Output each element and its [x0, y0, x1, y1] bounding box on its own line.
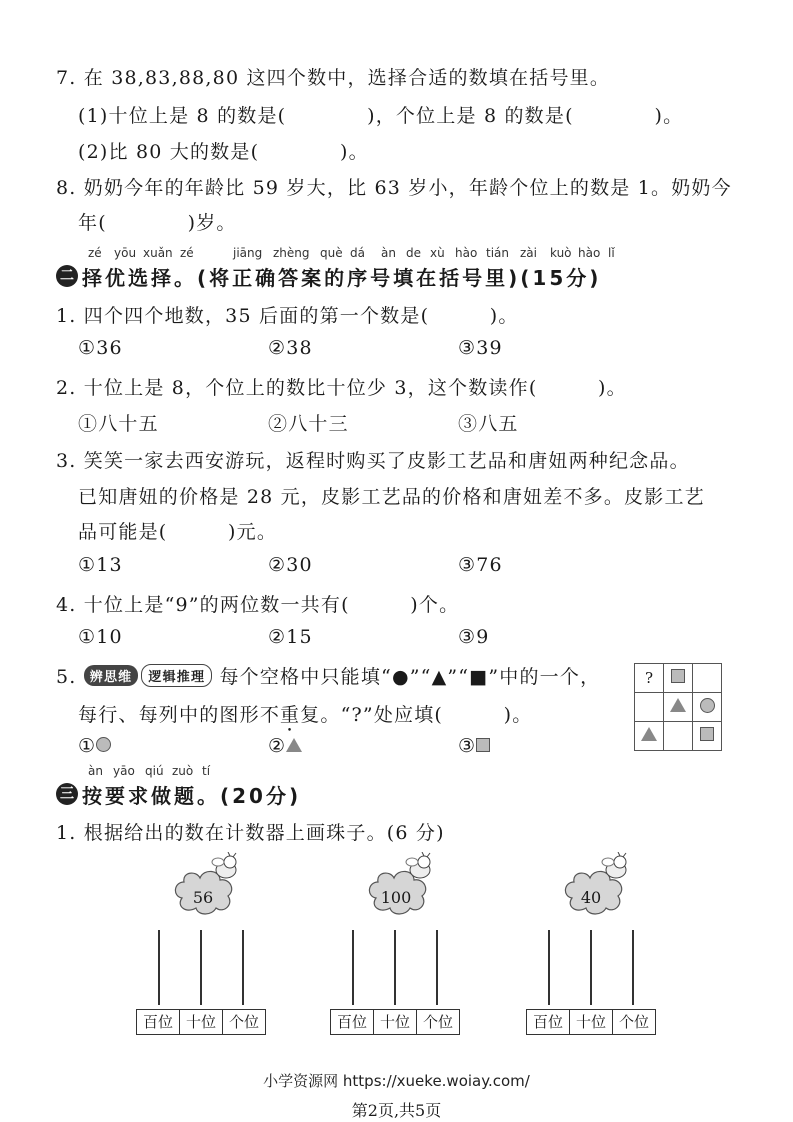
shape-puzzle-grid: [634, 663, 722, 751]
s2q3-option-2: ②30: [268, 554, 313, 576]
s2q4-option-1: ①10: [78, 626, 123, 648]
pinyin: dá: [350, 246, 365, 260]
abacus-number-label: 56: [192, 888, 214, 907]
s2q5-option-3: [458, 735, 490, 757]
abacus-counter: [526, 930, 656, 1035]
s2q4-option-3: ③9: [458, 626, 490, 648]
section2-title: 择优选择。(将正确答案的序号填在括号里)(15分): [82, 266, 602, 290]
q8-line1: 8. 奶奶今年的年龄比 59 岁大，比 63 岁小，年龄个位上的数是 1。奶奶今: [56, 177, 732, 199]
s2q1-option-1: ①36: [78, 337, 123, 359]
grid-cell: [693, 693, 722, 722]
abacus-rod: [436, 930, 438, 1005]
pinyin: zài: [520, 246, 537, 260]
s2q3-option-3: ③76: [458, 554, 503, 576]
s3q1-text: 1. 根据给出的数在计数器上画珠子。(6 分): [56, 822, 445, 844]
pinyin: zé: [180, 246, 194, 260]
triangle-shape-icon: [286, 738, 302, 752]
place-label-tens: 十位: [374, 1010, 417, 1034]
s2q5-option-1: [78, 735, 111, 757]
abacus-rod: [394, 930, 396, 1005]
abacus-rod: [590, 930, 592, 1005]
grid-cell: [664, 693, 693, 722]
abacus-rod: [242, 930, 244, 1005]
pinyin: tí: [202, 764, 211, 778]
section3-number-badge: 三: [56, 783, 78, 805]
place-label-tens: 十位: [180, 1010, 223, 1034]
s2q5-option-2: [268, 735, 302, 757]
abacus-place-labels: [330, 1009, 460, 1035]
pinyin: àn: [381, 246, 396, 260]
circle-shape-icon: [700, 698, 715, 713]
place-label-ones: 个位: [422, 1013, 453, 1031]
abacus-counter: [136, 930, 266, 1035]
pinyin: xù: [430, 246, 445, 260]
pinyin: yōu: [114, 246, 137, 260]
place-label-ones: 个位: [618, 1013, 649, 1031]
grid-cell: [635, 722, 664, 751]
place-label-hundreds: 百位: [137, 1010, 180, 1034]
s2q2-text: 2. 十位上是 8，个位上的数比十位少 3，这个数读作( )。: [56, 377, 627, 399]
s2q3-line2: 已知唐妞的价格是 28 元，皮影工艺品的价格和唐妞差不多。皮影工艺: [78, 486, 705, 508]
square-shape-icon: [700, 727, 714, 741]
abacus-number-label: 100: [380, 888, 412, 907]
pinyin: yāo: [113, 764, 135, 778]
q7-line3: (2)比 80 大的数是( )。: [78, 141, 369, 163]
abacus-counter: [330, 930, 460, 1035]
grid-cell: [635, 693, 664, 722]
abacus-rod: [352, 930, 354, 1005]
pinyin: hào: [455, 246, 478, 260]
pinyin: zé: [88, 246, 102, 260]
s2q5-line2-b: 。“?”处应填( )。: [320, 704, 533, 726]
abacus-rod: [200, 930, 202, 1005]
pinyin: tián: [486, 246, 509, 260]
s2q4-option-2: ②15: [268, 626, 313, 648]
triangle-shape-icon: [641, 727, 657, 741]
pinyin: zhèng: [273, 246, 310, 260]
pinyin: jiāng: [233, 246, 263, 260]
square-shape-icon: [476, 738, 490, 752]
emphasis-dotted-text: 不重复: [259, 704, 321, 726]
s2q5-line2: [78, 700, 532, 727]
tag-luo-ji-tui-li: 逻辑推理: [141, 664, 212, 687]
abacus-place-labels: [526, 1009, 656, 1035]
pinyin: zuò: [172, 764, 194, 778]
s2q1-option-2: ②38: [268, 337, 313, 359]
option-label: ③: [458, 735, 477, 757]
place-label-tens: 十位: [570, 1010, 613, 1034]
tag-bian-si-wei: 辨思维: [84, 665, 139, 686]
s2q5-line2-a: 每行、每列中的图形: [78, 704, 260, 726]
s2q5-line1-text: 每个空格中只能填“●”“▲”“■”中的一个，: [219, 666, 601, 688]
pinyin: kuò: [550, 246, 572, 260]
pinyin: àn: [88, 764, 103, 778]
circle-shape-icon: [96, 737, 111, 752]
place-label-hundreds: 百位: [331, 1010, 374, 1034]
grid-cell: [664, 722, 693, 751]
abacus-rod: [158, 930, 160, 1005]
s2q5-line1: [56, 662, 600, 689]
abacus-rod: [632, 930, 634, 1005]
q8-line2: 年( )岁。: [78, 212, 237, 234]
grid-cell: [693, 722, 722, 751]
q7-line1: 7. 在 38,83,88,80 这四个数中，选择合适的数填在括号里。: [56, 67, 611, 89]
s2q1-option-3: ③39: [458, 337, 503, 359]
pinyin: qiú: [145, 764, 164, 778]
grid-cell: [693, 664, 722, 693]
triangle-shape-icon: [670, 698, 686, 712]
pinyin: de: [406, 246, 421, 260]
pinyin: què: [320, 246, 343, 260]
option-label: ②: [268, 735, 287, 757]
s2q2-option-2: ②八十三: [268, 413, 349, 435]
section3-title: 按要求做题。(20分): [82, 784, 302, 808]
pinyin: lǐ: [608, 246, 615, 260]
abacus-place-labels: [136, 1009, 266, 1035]
grid-cell-question: ?: [635, 664, 664, 693]
place-label-ones: 个位: [228, 1013, 259, 1031]
s2q2-option-1: ①八十五: [78, 413, 159, 435]
pinyin: xuǎn: [143, 246, 173, 260]
s2q2-option-3: ③八五: [458, 413, 519, 435]
grid-cell: [664, 664, 693, 693]
q7-line2: (1)十位上是 8 的数是( )，个位上是 8 的数是( )。: [78, 105, 684, 127]
pinyin: hào: [578, 246, 601, 260]
page-number: 第2页,共5页: [351, 1101, 442, 1120]
option-label: ①: [78, 735, 97, 757]
s2q1-text: 1. 四个四个地数，35 后面的第一个数是( )。: [56, 305, 519, 327]
s2q3-line3: 品可能是( )元。: [78, 521, 278, 543]
abacus-number-label: 40: [580, 888, 602, 907]
square-shape-icon: [671, 669, 685, 683]
place-label-hundreds: 百位: [527, 1010, 570, 1034]
s2q5-number: 5.: [56, 666, 77, 688]
s2q4-text: 4. 十位上是“9”的两位数一共有( )个。: [56, 594, 460, 616]
s2q3-line1: 3. 笑笑一家去西安游玩，返程时购买了皮影工艺品和唐妞两种纪念品。: [56, 450, 690, 472]
section2-number-badge: 二: [56, 265, 78, 287]
footer-website-link[interactable]: 小学资源网 https://xueke.woiay.com/: [263, 1072, 530, 1090]
s2q3-option-1: ①13: [78, 554, 123, 576]
abacus-rod: [548, 930, 550, 1005]
